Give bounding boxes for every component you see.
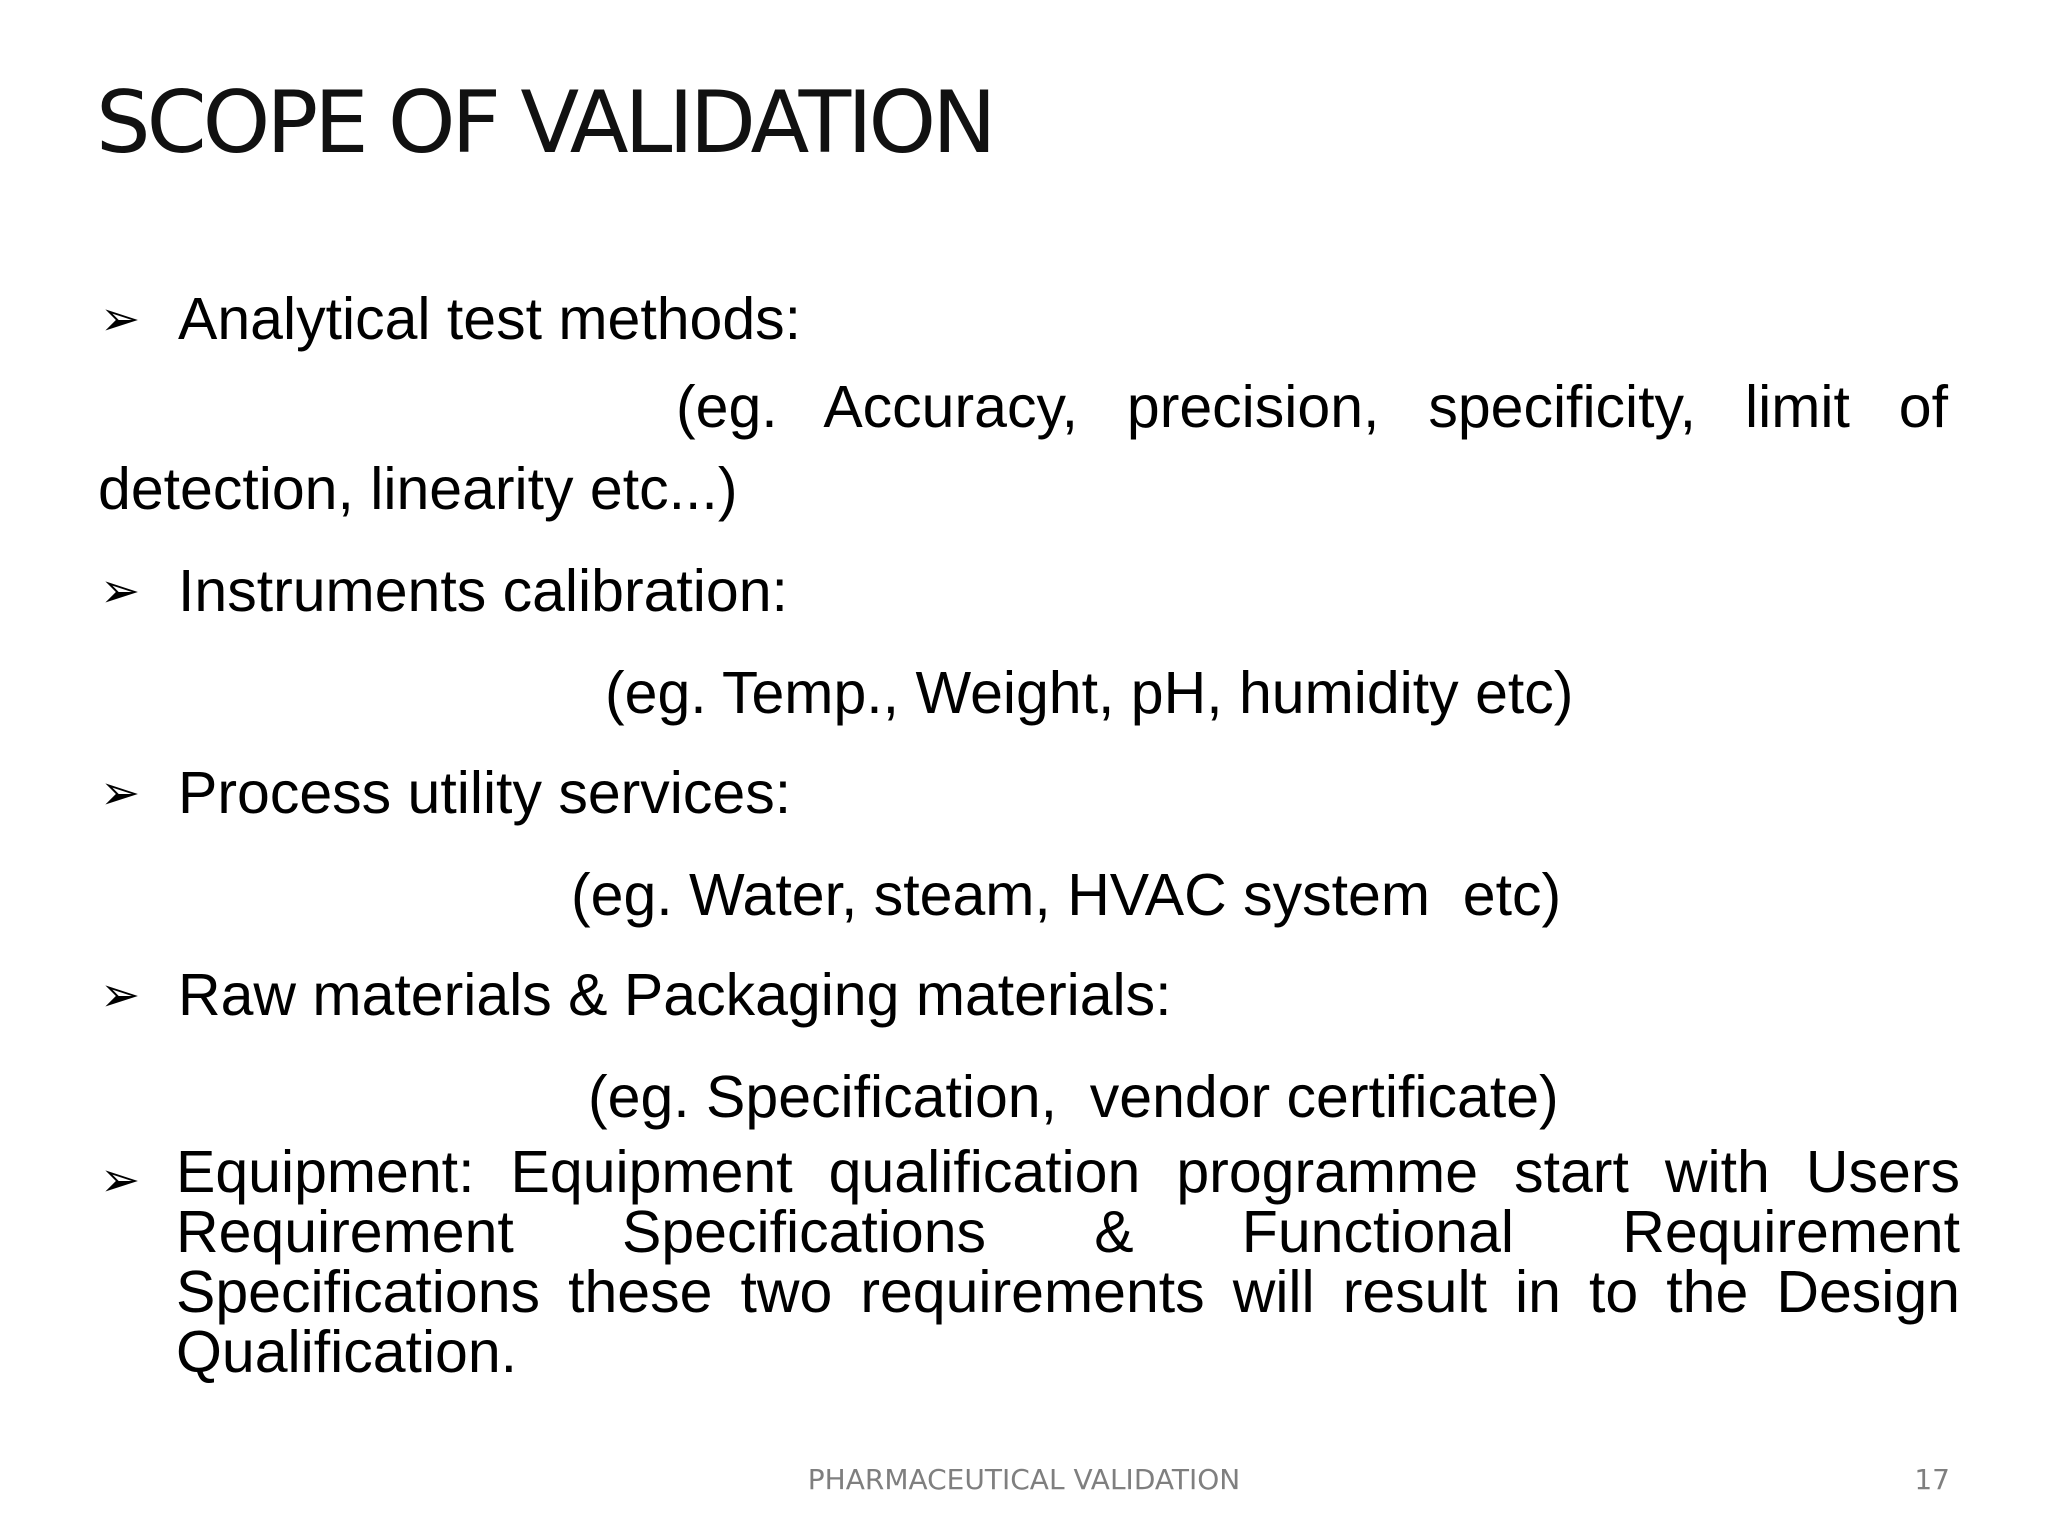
example-text-continued: detection, linearity etc...) [98,456,738,522]
bullet-heading: Analytical test methods: [178,286,802,352]
bullet-item-analytical [100,286,801,354]
example-text: (eg. Specification, vendor certificate) [588,1064,1559,1130]
arrow-bullet-icon: ➢ [100,967,141,1023]
footer-label: PHARMACEUTICAL VALIDATION [807,1463,1241,1496]
bullet-heading: Process utility services: [178,760,792,826]
bullet-item-equipment [100,1139,1960,1385]
bullet-item-materials [100,962,1172,1030]
arrow-bullet-icon: ➢ [100,291,141,347]
equipment-text: Equipment: Equipment qualification programme start with Users Requirement Specifications & Functional Requirement Specifications these two requirements will result in to the Design Qualification. [176,1139,1960,1385]
example-text: (eg. Temp., Weight, pH, humidity etc) [605,660,1574,726]
arrow-bullet-icon: ➢ [100,1152,141,1208]
slide-title: SCOPE OF VALIDATION [96,73,993,173]
bullet-item-instruments [100,558,788,626]
example-text: (eg. Water, steam, HVAC system etc) [571,862,1562,928]
arrow-bullet-icon: ➢ [100,563,141,619]
bullet-item-utilities [100,760,791,828]
page-number: 17 [1914,1463,1950,1496]
arrow-bullet-icon: ➢ [100,765,141,821]
bullet-heading: Instruments calibration: [178,558,788,624]
example-text: (eg. Accuracy, precision, specificity, limit of [676,374,1948,440]
bullet-heading: Raw materials & Packaging materials: [178,962,1172,1028]
